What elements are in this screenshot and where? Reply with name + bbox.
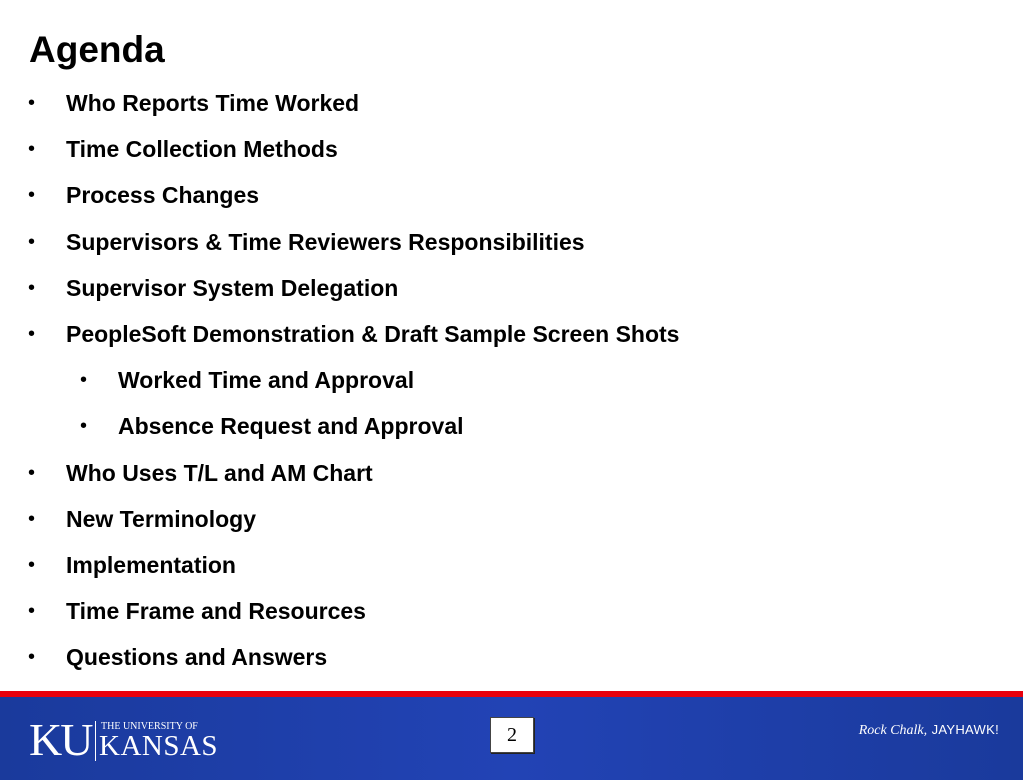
agenda-subitem-label: Absence Request and Approval [118,413,464,440]
page-number: 2 [490,717,534,753]
bullet-icon: • [28,184,36,207]
agenda-item-label: Who Uses T/L and AM Chart [66,459,373,486]
agenda-item [0,265,1023,311]
agenda-subitem [0,403,1023,449]
agenda-subitem [0,357,1023,403]
agenda-subitem-label: Worked Time and Approval [118,367,415,394]
agenda-item-label: Time Collection Methods [66,136,338,163]
agenda-item-label: Supervisor System Delegation [66,274,399,301]
bullet-icon: • [28,138,36,161]
agenda-item [0,172,1023,218]
agenda-item-label: PeopleSoft Demonstration & Draft Sample Screen Shots [66,320,680,347]
agenda-item [0,126,1023,172]
agenda-item [0,634,1023,680]
agenda-item [0,80,1023,126]
slide-title: Agenda [29,29,165,70]
agenda-item [0,450,1023,496]
agenda-item-label: Implementation [66,551,236,578]
tagline-script: Rock Chalk, [858,723,928,738]
logo-university-line: THE UNIVERSITY OF [101,721,198,732]
bullet-icon: • [80,369,88,392]
tagline-caps: JAYHAWK! [931,722,999,737]
agenda-item [0,219,1023,265]
ku-monogram: KU [29,714,92,765]
bullet-icon: • [28,646,36,669]
agenda-item-label: New Terminology [66,505,256,532]
logo-kansas-wordmark: KANSAS [99,730,219,762]
bullet-icon: • [28,276,36,299]
bullet-icon: • [28,322,36,345]
bullet-icon: • [80,415,88,438]
agenda-item [0,311,1023,357]
bullet-icon: • [28,230,36,253]
bullet-icon: • [28,553,36,576]
agenda-item [0,588,1023,634]
agenda-item [0,542,1023,588]
bullet-icon: • [28,461,36,484]
logo-divider [95,721,96,761]
bullet-icon: • [28,92,36,114]
ku-logo [29,714,219,765]
agenda-item-label: Questions and Answers [66,644,328,671]
footer-tagline [859,721,999,739]
footer-blue-band [0,697,1023,780]
bullet-icon: • [28,507,36,530]
agenda-item-label: Who Reports Time Worked [66,90,360,116]
agenda-item-label: Process Changes [66,182,260,209]
agenda-item [0,496,1023,542]
agenda-list [0,80,1023,680]
footer-band [0,691,1023,780]
agenda-item-label: Supervisors & Time Reviewers Responsibilities [66,228,585,255]
bullet-icon: • [28,600,36,623]
agenda-item-label: Time Frame and Resources [66,598,366,625]
